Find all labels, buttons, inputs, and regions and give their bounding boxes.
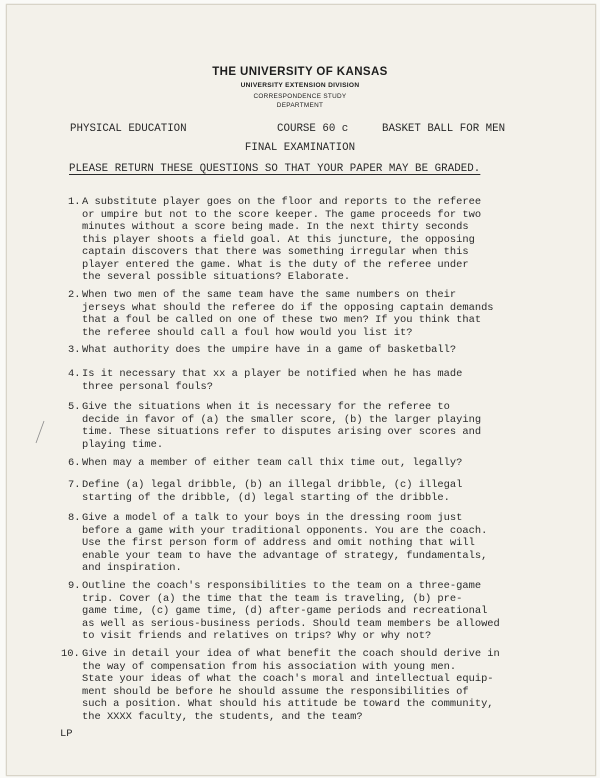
question-number: 9. bbox=[68, 580, 81, 592]
question-number: 1. bbox=[68, 196, 81, 208]
question-5 bbox=[68, 401, 538, 451]
question-text: What authority does the umpire have in a game of basketball? bbox=[82, 344, 457, 356]
question-text: Give in detail your idea of what benefit the coach should derive in the way of compensation from his association with young men. State your ideas of what the coach's moral and intellectual equip- ment should be before he should assume the responsibilities of such a position. What should his attitude be toward the community, the XXXX faculty, the students, and the team? bbox=[82, 648, 500, 723]
division-name: UNIVERSITY EXTENSION DIVISION bbox=[240, 82, 360, 89]
department-label: DEPARTMENT bbox=[276, 102, 324, 109]
exam-title: FINAL EXAMINATION bbox=[244, 142, 356, 154]
question-text: A substitute player goes on the floor and reports to the referee or umpire but not to the score keeper. The game proceeds for two minutes without a score being made. In the next thirty seconds this player shoots a field goal. At this juncture, the opposing captain discovers that there was something irregular when this player entered the game. What is the duty of the referee under the several possible situations? Elaborate. bbox=[82, 196, 482, 283]
question-text: When may a member of either team call thix time out, legally? bbox=[82, 457, 463, 469]
university-name: THE UNIVERSITY OF KANSAS bbox=[212, 66, 388, 78]
question-6 bbox=[68, 457, 538, 470]
question-number: 10. bbox=[61, 648, 80, 660]
question-8 bbox=[68, 512, 538, 575]
question-10 bbox=[61, 648, 538, 723]
question-text: Outline the coach's responsibilities to the team on a three-game trip. Cover (a) the time that the team is traveling, (b) pre- game time, (c) game time, (d) after-game periods and recreational as well as serious-business periods. Should team members be allowed to visit friends and relatives on trips? Why or why not? bbox=[82, 580, 500, 642]
question-text: Is it necessary that xx a player be notified when he has made three personal fouls? bbox=[82, 368, 463, 393]
return-notice: PLEASE RETURN THESE QUESTIONS SO THAT YOUR PAPER MAY BE GRADED. bbox=[69, 163, 481, 175]
question-7 bbox=[68, 479, 538, 504]
question-3 bbox=[68, 344, 538, 357]
question-number: 4. bbox=[68, 368, 81, 380]
question-number: 8. bbox=[68, 512, 81, 524]
question-4 bbox=[68, 368, 538, 393]
question-text: Give the situations when it is necessary for the referee to decide in favor of (a) the smaller score, (b) the larger playing time. These situations refer to disputes arising over scores and playing time. bbox=[82, 401, 482, 451]
course-number: COURSE 60 c bbox=[277, 123, 349, 135]
question-number: 6. bbox=[68, 457, 81, 469]
question-2 bbox=[68, 289, 538, 339]
question-9 bbox=[68, 580, 538, 643]
question-number: 3. bbox=[68, 344, 81, 356]
question-number: 5. bbox=[68, 401, 81, 413]
question-number: 2. bbox=[68, 289, 81, 301]
course-department: PHYSICAL EDUCATION bbox=[70, 123, 187, 135]
question-text: Give a model of a talk to your boys in the dressing room just before a game with your traditional opponents. You are the coach. Use the first person form of address and omit nothing that will enable your team to have the advantage of strategy, fundamentals, and inspiration. bbox=[82, 512, 488, 574]
study-name: CORRESPONDENCE STUDY bbox=[253, 93, 347, 100]
course-subject: BASKET BALL FOR MEN bbox=[382, 123, 506, 135]
question-number: 7. bbox=[68, 479, 81, 491]
typist-initials: LP bbox=[60, 728, 73, 740]
margin-pencil-mark bbox=[34, 420, 46, 444]
question-text: When two men of the same team have the same numbers on their jerseys what should the referee do if the opposing captain demands that a foul be called on one of these two men? If you think that the referee should call a foul how would you list it? bbox=[82, 289, 494, 339]
question-1 bbox=[68, 196, 538, 284]
question-text: Define (a) legal dribble, (b) an illegal dribble, (c) illegal starting of the dribble, (d) legal starting of the dribble. bbox=[82, 479, 463, 504]
